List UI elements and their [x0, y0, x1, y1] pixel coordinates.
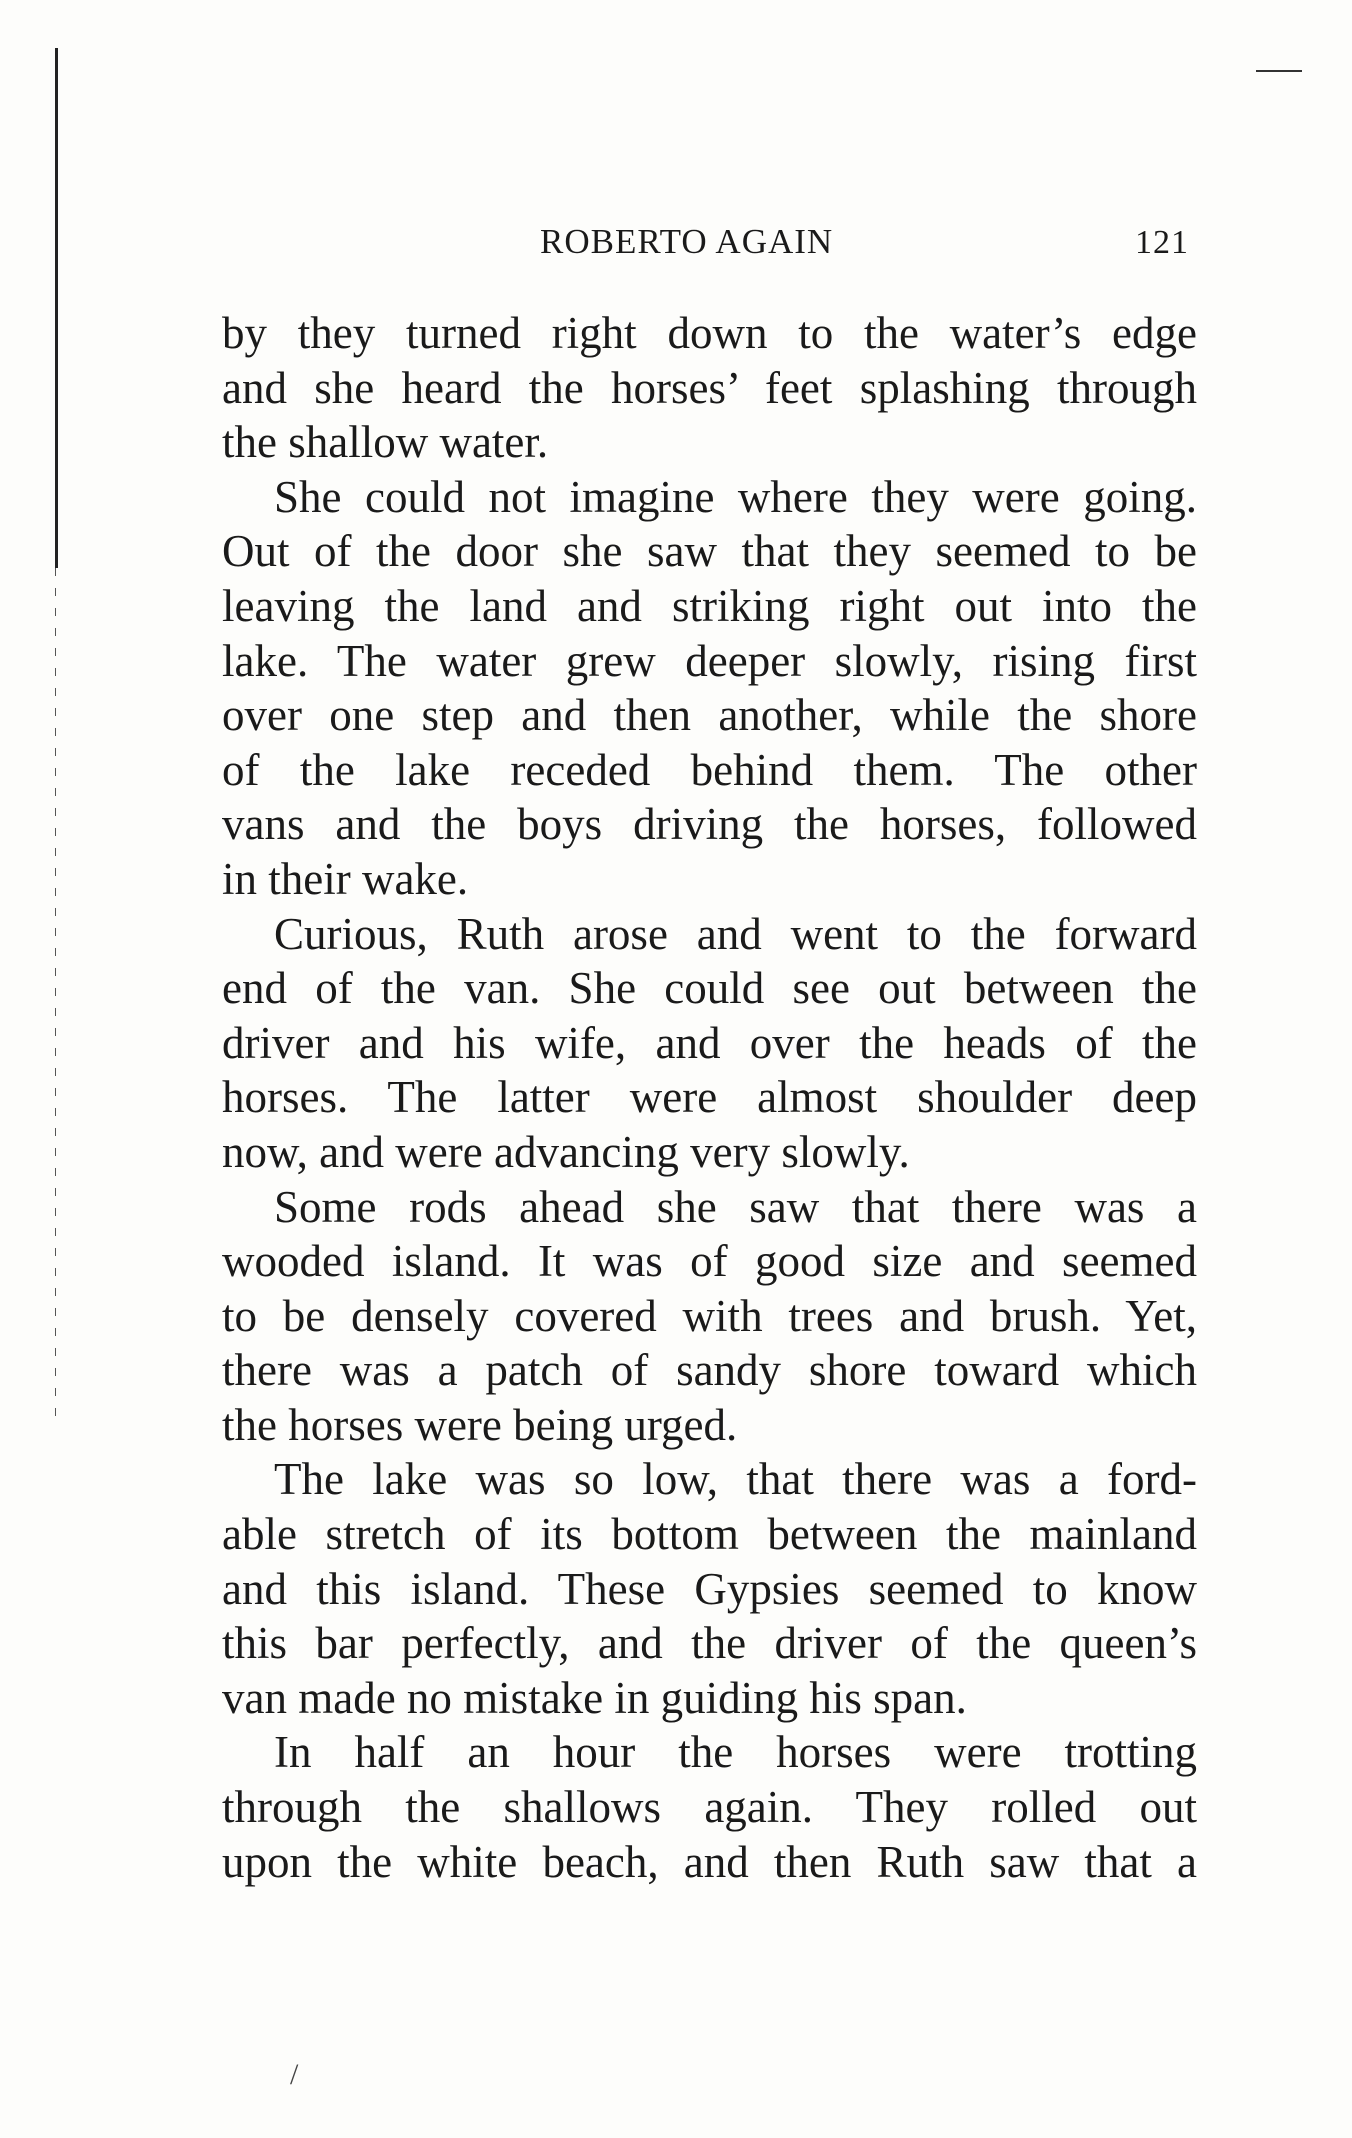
text-line: van made no mistake in guiding his span.: [222, 1672, 967, 1723]
text-line: vans and the boys driving the horses, followed: [222, 799, 1197, 850]
text-line: She could not imagine where they were going.: [274, 471, 1197, 522]
text-line: there was a patch of sandy shore toward which: [222, 1345, 1197, 1396]
scan-corner-mark: [1256, 70, 1302, 72]
text-line: and this island. These Gypsies seemed to know: [222, 1563, 1197, 1614]
text-line: to be densely covered with trees and brush. Yet,: [222, 1290, 1197, 1341]
text-line: wooded island. It was of good size and seemed: [222, 1236, 1197, 1287]
body-text: [222, 306, 1197, 1889]
chapter-title: ROBERTO AGAIN: [540, 222, 834, 261]
text-line: the shallow water.: [222, 417, 549, 468]
text-line: In half an hour the horses were trotting: [274, 1727, 1197, 1778]
text-line: over one step and then another, while the shore: [222, 690, 1197, 741]
text-line: Some rods ahead she saw that there was a: [274, 1181, 1197, 1232]
text-line: Out of the door she saw that they seemed to be: [222, 526, 1197, 577]
text-line: Curious, Ruth arose and went to the forward: [274, 908, 1197, 959]
text-line: driver and his wife, and over the heads of the: [222, 1017, 1197, 1068]
text-line: this bar perfectly, and the driver of the queen’s: [222, 1618, 1197, 1669]
text-line: able stretch of its bottom between the mainland: [222, 1509, 1197, 1560]
running-head: [0, 222, 1352, 282]
text-line: end of the van. She could see out between the: [222, 963, 1197, 1014]
text-line: the horses were being urged.: [222, 1399, 738, 1450]
scan-gutter-line-faint: [55, 568, 56, 1428]
text-line: and she heard the horses’ feet splashing through: [222, 362, 1197, 413]
page-number: 121: [1135, 224, 1189, 261]
text-line: by they turned right down to the water’s edge: [222, 308, 1197, 358]
text-line: horses. The latter were almost shoulder deep: [222, 1072, 1197, 1123]
text-line: of the lake receded behind them. The other: [222, 744, 1197, 795]
text-line: upon the white beach, and then Ruth saw that a: [222, 1836, 1197, 1887]
text-line: leaving the land and striking right out into the: [222, 580, 1197, 631]
text-line: now, and were advancing very slowly.: [222, 1126, 910, 1177]
text-line: The lake was so low, that there was a ford-: [274, 1454, 1197, 1505]
scan-speck: /: [290, 2058, 299, 2091]
text-line: through the shallows again. They rolled out: [222, 1782, 1197, 1833]
text-line: in their wake.: [222, 853, 469, 904]
scan-gutter-line: [55, 48, 58, 568]
text-line: lake. The water grew deeper slowly, rising first: [222, 635, 1197, 686]
